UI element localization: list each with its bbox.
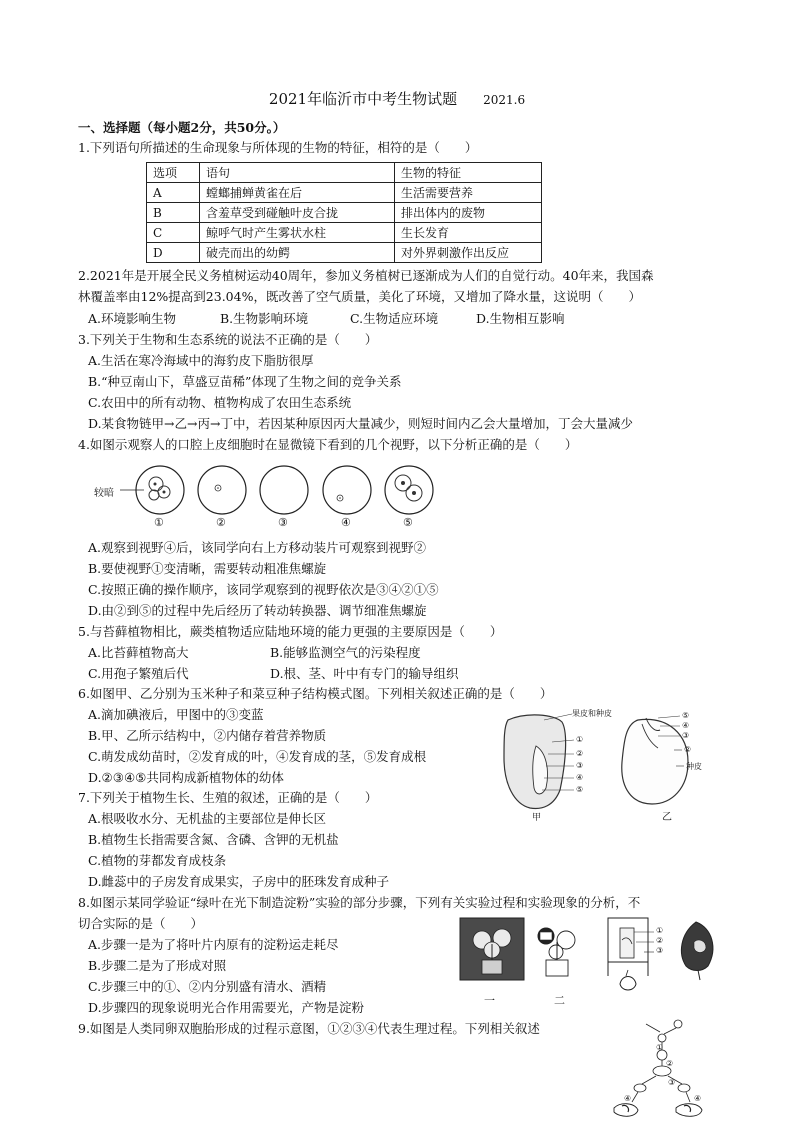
seed-coat-label: 种皮 [686,762,702,771]
table-cell: C [147,223,200,243]
table-cell: 螳螂捕蝉黄雀在后 [200,183,395,203]
question-4-option-d: D.由②到⑤的过程中先后经历了转动转换器、调节细准焦螺旋 [88,603,427,618]
view-number: ③ [278,516,288,529]
question-4-stem: 4.如图示观察人的口腔上皮细胞时在显微镜下看到的几个视野，以下分析正确的是（ ） [78,437,578,452]
view-1 [120,466,184,514]
figure-yi-label: 乙 [662,812,672,823]
table-header-cell: 选项 [147,163,200,183]
pericarp-seedcoat-label: 果皮和种皮 [572,709,612,718]
dim-view-label: 较暗 [94,488,114,499]
question-4-option-b: B.要使视野①变清晰，需要转动粗准焦螺旋 [88,561,327,576]
table-cell: 对外界刺激作出反应 [395,243,542,263]
table-header-cell: 生物的特征 [395,163,542,183]
question-3-option-b: B.“种豆南山下，草盛豆苗稀”体现了生物之间的竞争关系 [88,374,402,389]
question-3-option-c: C.农田中的所有动物、植物构成了农田生态系统 [88,395,352,410]
question-7-stem: 7.下列关于植物生长、生殖的叙述，正确的是（ ） [78,790,378,805]
table-cell: A [147,183,200,203]
table-row [147,243,542,263]
starch-experiment-figure [458,914,720,1014]
question-7-option-a: A.根吸收水分、无机盐的主要部位是伸长区 [88,811,327,826]
process-number: ④ [694,1094,702,1103]
question-4-option-c: C.按照正确的操作顺序，该同学观察到的视野依次是③④②①⑤ [88,582,439,597]
question-6-stem: 6.如图甲、乙分别为玉米种子和菜豆种子结构模式图。下列相关叙述正确的是（ ） [78,686,553,701]
question-7-option-c: C.植物的芽都发育成枝条 [88,853,227,868]
question-6-option-c: C.萌发成幼苗时，②发育成的叶，④发育成的茎，⑤发育成根 [88,749,427,764]
question-2-line-1: 2.2021年是开展全民义务植树运动40周年，参加义务植树已逐渐成为人们的自觉行动。40年来，我国森 [78,268,654,283]
view-2 [198,466,246,514]
beaker-number: ① [656,926,664,935]
corn-part-number: ③ [576,761,584,770]
table-row [147,203,542,223]
question-1-table [146,162,542,263]
option-b: B.能够监测空气的污染程度 [270,645,421,660]
question-3-option-a: A.生活在寒冷海域中的海豹皮下脂肪很厚 [88,353,314,368]
view-number: ① [154,516,164,529]
bean-part-number: ② [684,745,692,754]
question-5-stem: 5.与苔藓植物相比，蕨类植物适应陆地环境的能力更强的主要原因是（ ） [78,624,503,639]
corn-part-number: ① [576,735,584,744]
bean-part-number: ⑤ [682,711,690,720]
step-4-stained-leaf [681,922,712,980]
view-4 [323,466,371,514]
question-5-options-row-2 [88,666,459,682]
view-number: ④ [341,516,351,529]
beaker-number: ③ [656,946,664,955]
question-8-option-a: A.步骤一是为了将叶片内原有的淀粉运走耗尽 [88,937,339,952]
question-6-option-b: B.甲、乙所示结构中，②内储存着营养物质 [88,728,327,743]
question-5-options-row-1 [88,645,421,661]
corn-part-number: ② [576,749,584,758]
option-d: D.根、茎、叶中有专门的输导组织 [270,666,459,681]
starch-experiment-svg [458,914,720,1014]
question-7-option-d: D.雌蕊中的子房发育成果实，子房中的胚珠发育成种子 [88,874,390,889]
option-c: C.生物适应环境 [350,311,439,326]
question-8-option-b: B.步骤二是为了形成对照 [88,958,227,973]
corn-seed [504,714,574,808]
table-header-row [147,163,542,183]
step-3-water-bath [608,918,654,990]
beaker-number: ② [656,936,664,945]
question-8-line-1: 8.如图示某同学验证“绿叶在光下制造淀粉”实验的部分步骤，下列有关实验过程和实验现象的分析，不 [78,895,641,910]
question-2-line-2: 林覆盖率由12%提高到23.04%，既改善了空气质量，美化了环境，又增加了降水量，这说明（ ） [78,289,641,304]
step-2-covered-leaf [538,928,575,976]
question-4-option-a: A.观察到视野④后，该同学向右上方移动装片可观察到视野② [88,540,427,555]
twin-formation-figure [606,1018,722,1122]
exam-title: 2021年临沂市中考生物试题 [268,90,458,108]
process-number: ④ [624,1094,632,1103]
question-8-option-c: C.步骤三中的①、②内分别盛有清水、酒精 [88,979,327,994]
question-2-options [88,311,565,327]
question-3-option-d: D.某食物链甲→乙→丙→丁中，若因某种原因丙大量减少，则短时间内乙会大量增加，丁会大量减少 [88,416,633,431]
option-a: A.比苔藓植物高大 [88,645,189,660]
section-heading: 一、选择题（每小题2分，共50分。） [78,120,286,135]
table-row [147,183,542,203]
figure-jia-label: 甲 [532,813,542,823]
twin-formation-svg [606,1018,722,1122]
option-d: D.生物相互影响 [476,311,565,326]
table-cell: B [147,203,200,223]
question-6-option-a: A.滴加碘液后，甲图中的③变蓝 [88,707,264,722]
process-number: ② [666,1059,674,1068]
table-cell: 生活需要营养 [395,183,542,203]
step-label: 二 [554,994,565,1007]
table-cell: 鲸呼气时产生雾状水柱 [200,223,395,243]
microscope-views-figure [94,462,454,532]
page-title [0,88,794,109]
question-3-stem: 3.下列关于生物和生态系统的说法不正确的是（ ） [78,332,378,347]
view-3 [260,466,308,514]
corn-part-number: ④ [576,773,584,782]
process-number: ① [656,1043,664,1052]
table-cell: D [147,243,200,263]
view-5 [385,466,433,514]
view-number: ⑤ [403,516,413,529]
bean-part-number: ④ [682,721,690,730]
bean-part-number: ③ [682,731,690,740]
view-number: ② [216,516,226,529]
table-cell: 破壳而出的幼鳄 [200,243,395,263]
table-cell: 生长发育 [395,223,542,243]
step-1-dark-treatment [460,918,524,980]
question-8-option-d: D.步骤四的现象说明光合作用需要光，产物是淀粉 [88,1000,365,1015]
option-c: C.用孢子繁殖后代 [88,666,189,681]
question-7-option-b: B.植物生长指需要含氮、含磷、含钾的无机盐 [88,832,339,847]
table-cell: 排出体内的废物 [395,203,542,223]
step-label: 一 [484,994,495,1007]
question-1-stem: 1.下列语句所描述的生命现象与所体现的生物的特征，相符的是（ ） [78,140,478,155]
table-row [147,223,542,243]
bean-seed [622,716,688,804]
seed-structure-figure [496,706,722,822]
exam-date: 2021.6 [483,93,526,107]
table-cell: 含羞草受到碰触叶皮合拢 [200,203,395,223]
question-6-option-d: D.②③④⑤共同构成新植物体的幼体 [88,770,284,785]
corn-part-number: ⑤ [576,785,584,794]
process-number: ③ [668,1078,676,1087]
question-8-line-2: 切合实际的是（ ） [78,916,204,931]
table-header-cell: 语句 [200,163,395,183]
option-a: A.环境影响生物 [88,311,177,326]
microscope-views-svg [94,462,454,532]
option-b: B.生物影响环境 [220,311,309,326]
question-9-stem: 9.如图是人类同卵双胞胎形成的过程示意图，①②③④代表生理过程。下列相关叙述 [78,1021,540,1036]
